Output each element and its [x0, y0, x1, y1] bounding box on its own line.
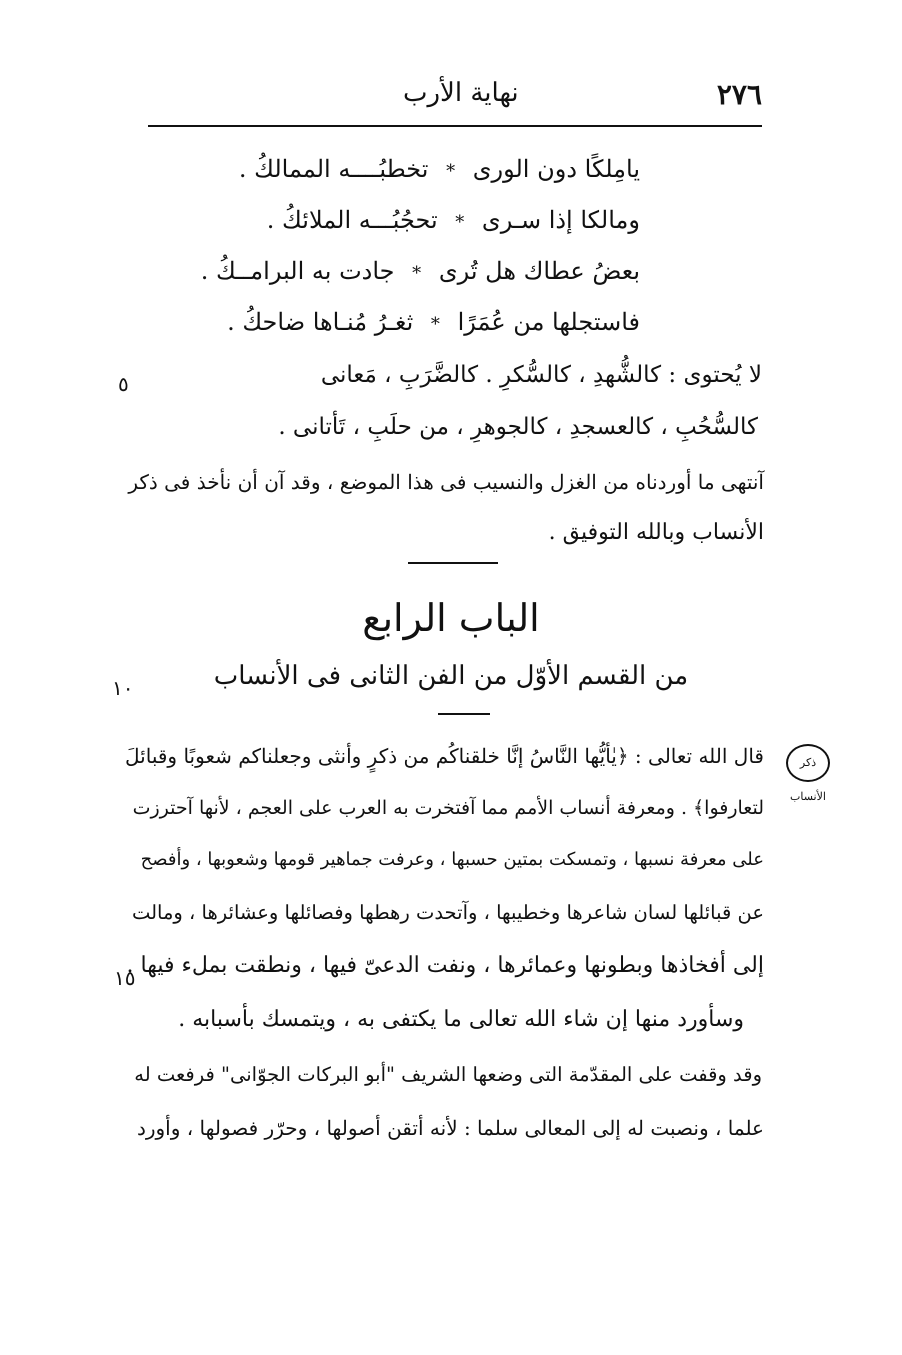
verse-hemistich-first: يامِلكًا دون الورى	[472, 155, 640, 183]
verse-line	[239, 155, 640, 183]
closing-line: الأنساب وبالله التوفيق .	[548, 520, 764, 545]
verse-line	[267, 206, 640, 234]
verse-hemistich-second: ثغـرُ مُنـاها ضاحكُ .	[227, 308, 414, 336]
verse-hemistich-second: تحجُبُـــه الملائكُ .	[266, 206, 438, 234]
line-number: ١٠	[112, 676, 134, 700]
chapter-title: الباب الرابع	[362, 596, 540, 640]
verse-line	[227, 308, 640, 336]
line-number: ١٥	[114, 966, 136, 990]
verse-hemistich-first: ومالكا إذا سـرى	[481, 206, 640, 234]
text-line: إلى أفخاذها وبطونها وعمائرها ، ونفت الدعىّ فيها ، ونطقت بملء فيها .	[126, 953, 764, 978]
text-line: علما ، ونصبت له إلى المعالى سلما : لأنه أتقن أصولها ، وحرّر فصولها ، وأورد	[136, 1116, 764, 1140]
verse-hemistich-first: فاستجلها من عُمَرًا	[457, 308, 640, 336]
poem-line: كالسُّحُبِ ، كالعسجدِ ، كالجوهرِ ، من حلَبِ ، تَأتانى .	[278, 414, 758, 440]
running-title: نهاية الأرب	[403, 78, 519, 108]
verse-hemistich-first: بعضُ عطاك هل تُرى	[438, 257, 640, 285]
text-line: وقد وقفت على المقدّمة التى وضعها الشريف "أبو البركات الجوّانى" فرفعت له	[134, 1063, 762, 1086]
chapter-subtitle: من القسم الأوّل من الفن الثانى فى الأنساب	[213, 661, 689, 691]
header-rule	[148, 125, 762, 127]
page-header	[148, 78, 762, 122]
verse-separator: *	[430, 314, 440, 335]
text-line: قال الله تعالى : ﴿يٰأيُّها النَّاسُ إنَّا خلقناكُم من ذكرٍ وأنثى وجعلناكم شعوبًا وقبائلَ	[125, 744, 764, 768]
verse-hemistich-second: جادت به البرامــكُ .	[200, 257, 395, 285]
verse-separator: *	[412, 263, 422, 284]
verse-separator: *	[446, 161, 456, 182]
line-number: ٥	[118, 372, 129, 396]
poem-line: لا يُحتوى : كالشُّهدِ ، كالسُّكرِ . كالضَّرَبِ ، مَعانى	[320, 362, 762, 388]
section-divider	[438, 713, 490, 715]
section-divider	[408, 562, 498, 564]
text-line: لتعارفوا﴾ . ومعرفة أنساب الأمم مما آفتخرت به العرب على العجم ، لأنها آحترزت	[132, 797, 764, 819]
verse-line	[201, 257, 640, 285]
margin-ornament: ذكر الأنساب	[786, 744, 830, 782]
closing-line: آنتهى ما أوردناه من الغزل والنسيب فى هذا الموضع ، وقد آن أن نأخذ فى ذكر	[128, 470, 764, 494]
text-line: عن قبائلها لسان شاعرها وخطيبها ، وآتحدت رهطها وفصائلها وعشائرها ، ومالت	[131, 901, 764, 924]
verse-separator: *	[455, 212, 465, 233]
paragraph: وسأورد منها إن شاء الله تعالى ما يكتفى به ، ويتمسك بأسبابه .	[178, 1007, 744, 1032]
page-number: ٢٧٦	[716, 78, 762, 111]
verse-hemistich-second: تخطبُــــه الممالكُ .	[238, 155, 429, 183]
text-line: على معرفة نسبها ، وتمسكت بمتين حسبها ، وعرفت جماهير قومها وشعوبها ، وأفصح	[140, 849, 764, 870]
